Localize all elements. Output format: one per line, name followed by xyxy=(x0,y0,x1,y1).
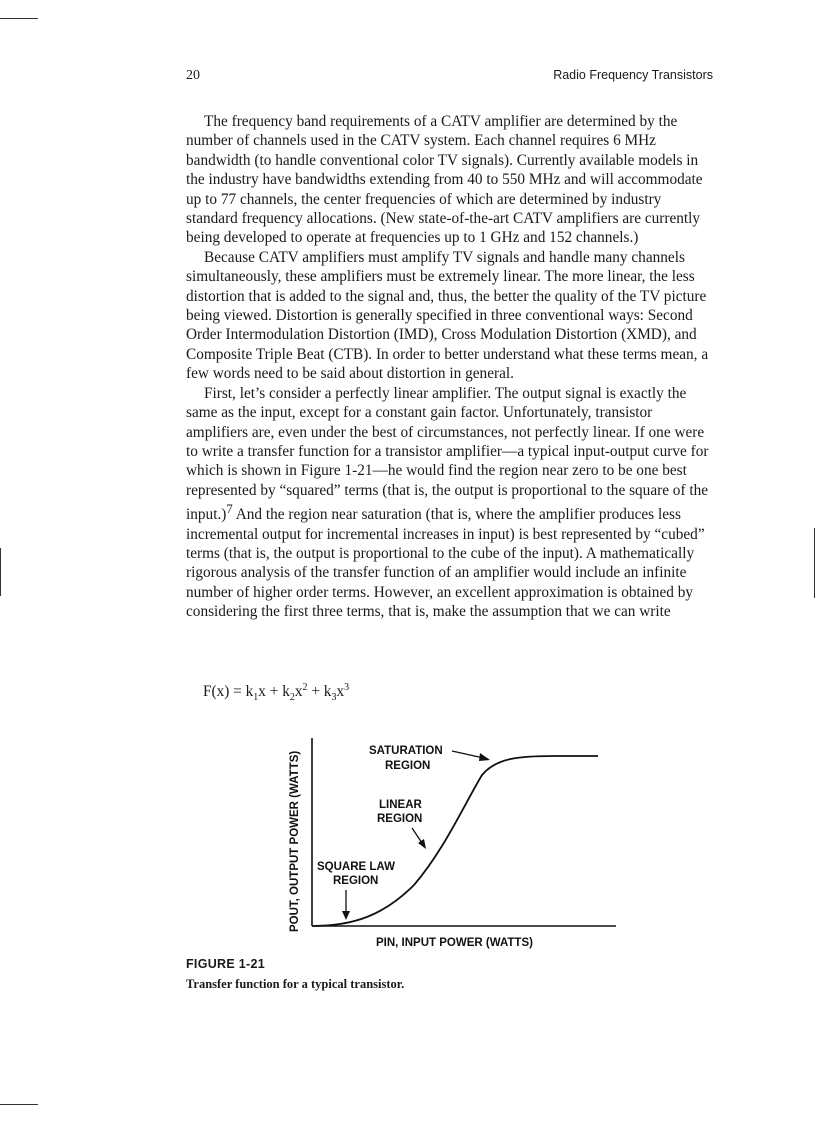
linear-label: REGION xyxy=(377,813,423,825)
square-law-label: SQUARE LAW xyxy=(317,861,395,873)
equation: $F(x) = k_1x + k_2x^2 + k_3x^3$ xyxy=(203,682,350,704)
crop-mark xyxy=(0,18,38,19)
linear-label: LINEAR xyxy=(379,799,422,811)
crop-mark xyxy=(0,548,1,596)
square-law-label: REGION xyxy=(333,875,379,887)
paragraph-text: And the region near saturation (that is, where the amplifier produces less incremental output for incremental increases in input) is best represented by “cubed” terms (that is, the output is proportional to the cube of the input). A mathematically rigorous analysis of the transfer function of an amplifier would include an infinite number of higher order terms. However, an excellent approximation is obtained by considering the first three terms, that is, make the assumption that we can write xyxy=(186,506,705,621)
transfer-curve xyxy=(312,756,598,926)
page-number: 20 xyxy=(186,68,200,83)
saturation-label: SATURATION xyxy=(369,745,443,757)
transfer-function-figure xyxy=(284,730,624,950)
arrowhead xyxy=(479,753,490,761)
crop-mark xyxy=(0,1104,38,1105)
paragraph: Because CATV amplifiers must amplify TV signals and handle many channels simultaneously, these amplifiers must be extremely linear. The more linear, the less distortion that is added to the signal and, thus, the better the quality of the TV picture being viewed. Distortion is generally specified in three conventional ways: Second Order Intermodulation Distortion (IMD), Cross Modulation Distortion (XMD), and Composite Triple Beat (CTB). In order to better understand what these terms mean, a few words need to be said about distortion in general. xyxy=(186,248,709,383)
arrowhead xyxy=(342,911,350,920)
paragraph: The frequency band requirements of a CATV amplifier are determined by the number of channels used in the CATV system. Each channel requires 6 MHz bandwidth (to handle conventional color TV signals). Currently available models in the industry have bandwidths extending from 40 to 550 MHz and will accommodate up to 77 channels, the center frequencies of which are determined by industry standard frequency allocations. (New state-of-the-art CATV amplifiers are currently being developed to operate at frequencies up to 1 GHz and 152 channels.) xyxy=(186,113,703,247)
figure-number: FIGURE 1-21 xyxy=(186,957,266,971)
y-axis-label: POUT, OUTPUT POWER (WATTS) xyxy=(289,750,301,932)
paragraph xyxy=(186,384,714,622)
x-axis-label: PIN, INPUT POWER (WATTS) xyxy=(376,937,533,949)
body-text xyxy=(186,112,714,622)
saturation-label: REGION xyxy=(385,760,431,772)
arrowhead xyxy=(418,839,426,849)
running-title: Radio Frequency Transistors xyxy=(553,68,713,82)
crop-mark xyxy=(814,528,815,598)
paragraph-text: First, let’s consider a perfectly linear amplifier. The output signal is exactly the same as the input, except for a constant gain factor. Unfortunately, transistor amplifiers are, even under the best of circumstances, not perfectly linear. If one were to write a transfer function for a transistor amplifier—a typical input-output curve for which is shown in Figure 1-21—he would find the region near zero to be one best represented by “squared” terms (that is, the output is proportional to the square of the input.) xyxy=(186,384,709,524)
footnote-ref[interactable]: 7 xyxy=(226,502,233,517)
figure-caption: Transfer function for a typical transistor. xyxy=(186,977,405,991)
